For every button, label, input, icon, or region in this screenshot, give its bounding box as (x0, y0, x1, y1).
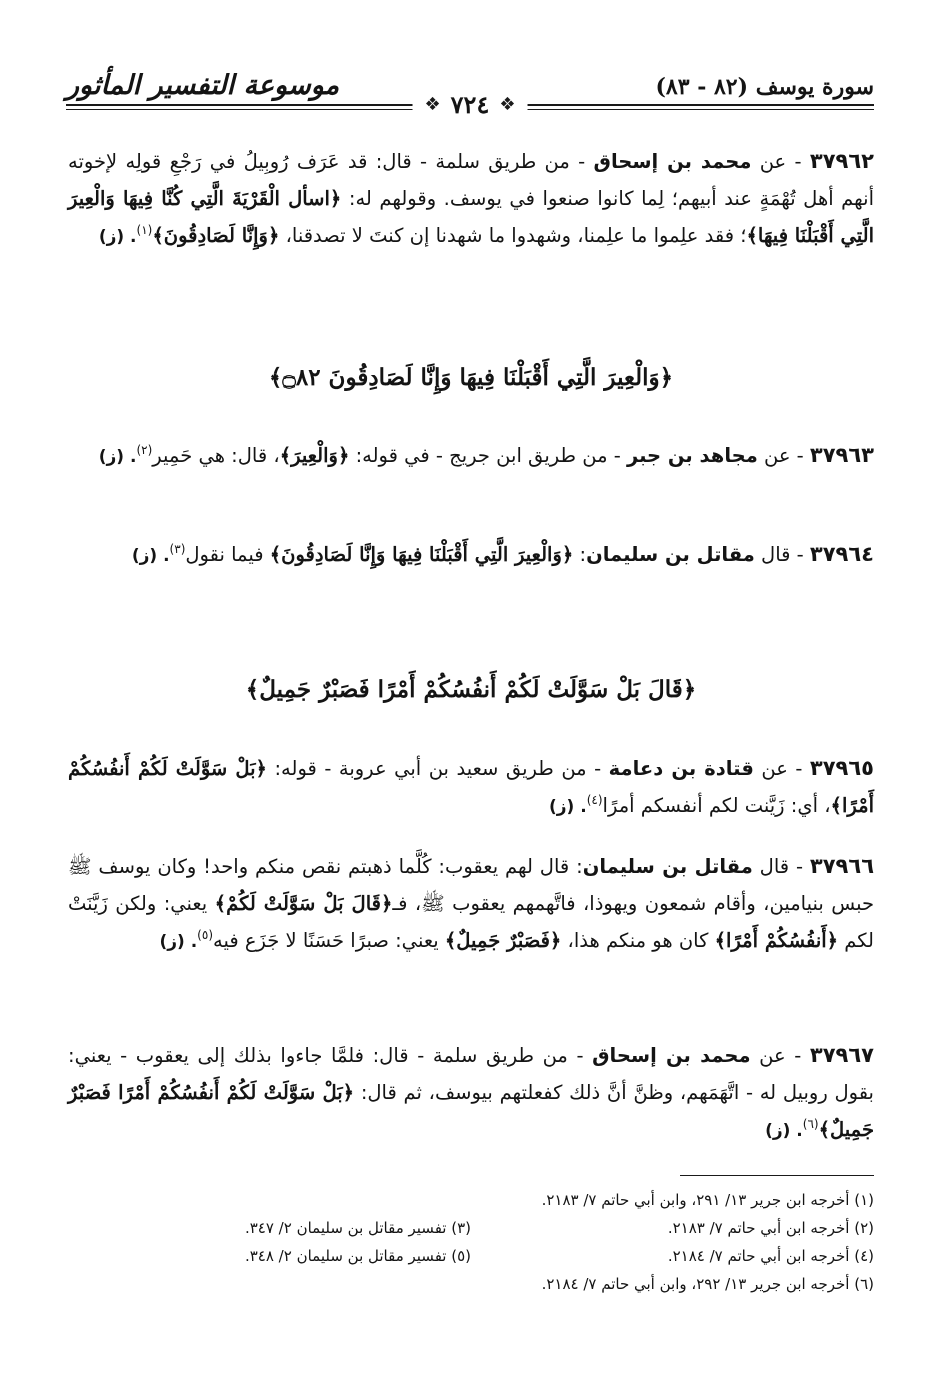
entry-text: - عن (757, 444, 804, 467)
hadith-entry (68, 848, 874, 961)
quran-quote: ﴿فَصَبْرٌ جَمِيلٌ﴾ (444, 929, 562, 952)
entry-text: - عن (750, 1044, 802, 1067)
quran-quote: ﴿بَلْ سَوَّلَتْ لَكُمْ أَنفُسُكُمْ أَمْرًا فَصَبْرٌ جَمِيلٌ﴾ (68, 1081, 874, 1141)
entry-text: ؛ فقد علِموا ما علِمنا، وشهدوا ما شهدنا إن كنتَ لا تصدقنا، (279, 224, 747, 247)
footnote-ref: (٥) (197, 928, 213, 942)
verse-heading: ﴿قَالَ بَلْ سَوَّلَتْ لَكُمْ أَنفُسُكُمْ أَمْرًا فَصَبْرٌ جَمِيلٌ﴾ (245, 676, 697, 703)
source-mark: . (ز) (159, 932, 198, 952)
quran-quote: ﴿اسأل الْقَرْيَةَ الَّتِي كُنَّا فِيهَا وَالْعِيرَ الَّتِي أَقْبَلْنَا فِيهَا﴾ (68, 187, 874, 247)
source-mark: . (ز) (98, 447, 137, 467)
entry-text: ، أي: زَيَّنت لكم أنفسكم أمرًا (602, 794, 831, 817)
book-title: موسوعة التفسير المأثور (66, 70, 340, 101)
footnote: (٥) تفسير مقاتل بن سليمان ٢/ ٣٤٨. (244, 1247, 471, 1265)
narrator-name: قتادة بن دعامة (608, 757, 754, 780)
quran-quote: ﴿وَالْعِيرَ الَّتِي أَقْبَلْنَا فِيهَا وَإِنَّا لَصَادِقُونَ﴾ (269, 543, 574, 566)
source-mark: . (ز) (131, 546, 170, 566)
footnote: (٢) أخرجه ابن أبي حاتم ٧/ ٢١٨٣. (667, 1219, 874, 1237)
footnote: (٤) أخرجه ابن أبي حاتم ٧/ ٢١٨٤. (667, 1247, 874, 1265)
verse-heading: ﴿وَالْعِيرَ الَّتِي أَقْبَلْنَا فِيهَا وَإِنَّا لَصَادِقُونَ ۝٨٢﴾ (268, 364, 674, 391)
footnote-separator (680, 1175, 874, 1176)
source-mark: . (ز) (98, 227, 137, 247)
narrator-name: مقاتل بن سليمان (586, 543, 755, 566)
footnote: (٦) أخرجه ابن جرير ١٣/ ٢٩٢، وابن أبي حاتم ٧/ ٢١٨٤. (541, 1275, 874, 1293)
entry-number: ٣٧٩٦٢ (809, 149, 874, 173)
entry-text: - قال (754, 543, 804, 566)
source-mark: . (ز) (765, 1121, 803, 1141)
entry-text: كان هو منكم هذا، (561, 929, 715, 952)
entry-text: يعني: ولكن زَيَّنَتْ لكم (68, 892, 874, 952)
footnote-row (68, 1242, 874, 1270)
page-number-box (413, 92, 528, 118)
entry-text: - قال (752, 855, 804, 878)
ornament-icon: ❖ (499, 94, 516, 115)
footnotes (68, 1186, 874, 1298)
entry-text: : (573, 543, 587, 566)
hadith-entry (68, 536, 874, 575)
entry-text: - عن (751, 150, 802, 173)
footnote-ref: (٦) (802, 1117, 819, 1131)
quran-quote: ﴿بَلْ سَوَّلَتْ لَكُمْ أَنفُسُكُمْ أَمْرًا﴾ (68, 757, 874, 817)
entry-text: - من طريق سلمة - قال: قد عَرَف رُوبِيلُ في رَجْعِ قولِه لإخوته أنهم أهل تُهْمَةٍ عند أبيهم؛ لِما كانوا صنعوا في يوسف. وقولهم له: (68, 150, 874, 210)
hadith-entry (68, 750, 874, 826)
footnote-ref: (٤) (586, 793, 603, 807)
entry-number: ٣٧٩٦٧ (809, 1043, 874, 1067)
hadith-entry (68, 143, 874, 256)
entry-text: يعني: صبرًا حَسَنًا لا جَزَع فيه (213, 929, 445, 952)
entry-text: - من طريق سلمة - قال: فلمَّا جاءوا بذلك إلى يعقوب - يعني: بقول روبيل له - اتَّهَمَهم، وظنَّ أنَّ ذلك كفعلتهم بيوسف، ثم قال: (68, 1044, 874, 1104)
narrator-name: مجاهد بن جبر (626, 444, 758, 467)
entry-text: - من طريق سعيد بن أبي عروبة - قوله: (266, 757, 609, 780)
quran-quote: ﴿أَنفُسُكُمْ أَمْرًا﴾ (714, 929, 839, 952)
page-header (66, 70, 874, 126)
quran-quote: ﴿وَالْعِيرَ﴾ (279, 444, 350, 467)
footnote-row (68, 1214, 874, 1242)
narrator-name: محمد بن إسحاق (593, 150, 752, 173)
quran-quote: ﴿قَالَ بَلْ سَوَّلَتْ لَكُمْ﴾ (214, 892, 393, 915)
entry-text: ، قال: هي حَمِير (152, 444, 280, 467)
ornament-icon: ❖ (424, 94, 441, 115)
footnote: (١) أخرجه ابن جرير ١٣/ ٢٩١، وابن أبي حاتم ٧/ ٢١٨٣. (541, 1191, 874, 1209)
footnote-ref: (٢) (136, 443, 153, 457)
page-number: ٧٢٤ (450, 90, 490, 119)
source-mark: . (ز) (549, 797, 587, 817)
surah-title: سورة يوسف (٨٢ - ٨٣) (655, 74, 874, 100)
entry-text: - من طريق ابن جريج - في قوله: (349, 444, 627, 467)
entry-number: ٣٧٩٦٦ (809, 854, 875, 878)
quran-quote: ﴿وَإِنَّا لَصَادِقُونَ﴾ (152, 224, 280, 247)
entry-text: - عن (753, 757, 803, 780)
hadith-entry (68, 437, 874, 476)
entry-number: ٣٧٩٦٣ (809, 443, 874, 467)
entry-number: ٣٧٩٦٤ (809, 542, 874, 566)
entry-number: ٣٧٩٦٥ (809, 756, 874, 780)
footnote: (٣) تفسير مقاتل بن سليمان ٢/ ٣٤٧. (244, 1219, 471, 1237)
narrator-name: محمد بن إسحاق (592, 1044, 751, 1067)
entry-text: فيما نقول (185, 543, 270, 566)
footnote-ref: (١) (136, 223, 153, 237)
hadith-entry (68, 1037, 874, 1150)
footnote-ref: (٣) (169, 542, 186, 556)
narrator-name: مقاتل بن سليمان (582, 855, 753, 878)
entry-text: : قال لهم يعقوب: كُلَّما ذهبتم نقص منكم واحد! وكان يوسف ﷺ حبس بنيامين، وأقام شمعون ويهوذا، فاتَّهمهم يعقوب ﷺ، فـ (68, 855, 875, 915)
